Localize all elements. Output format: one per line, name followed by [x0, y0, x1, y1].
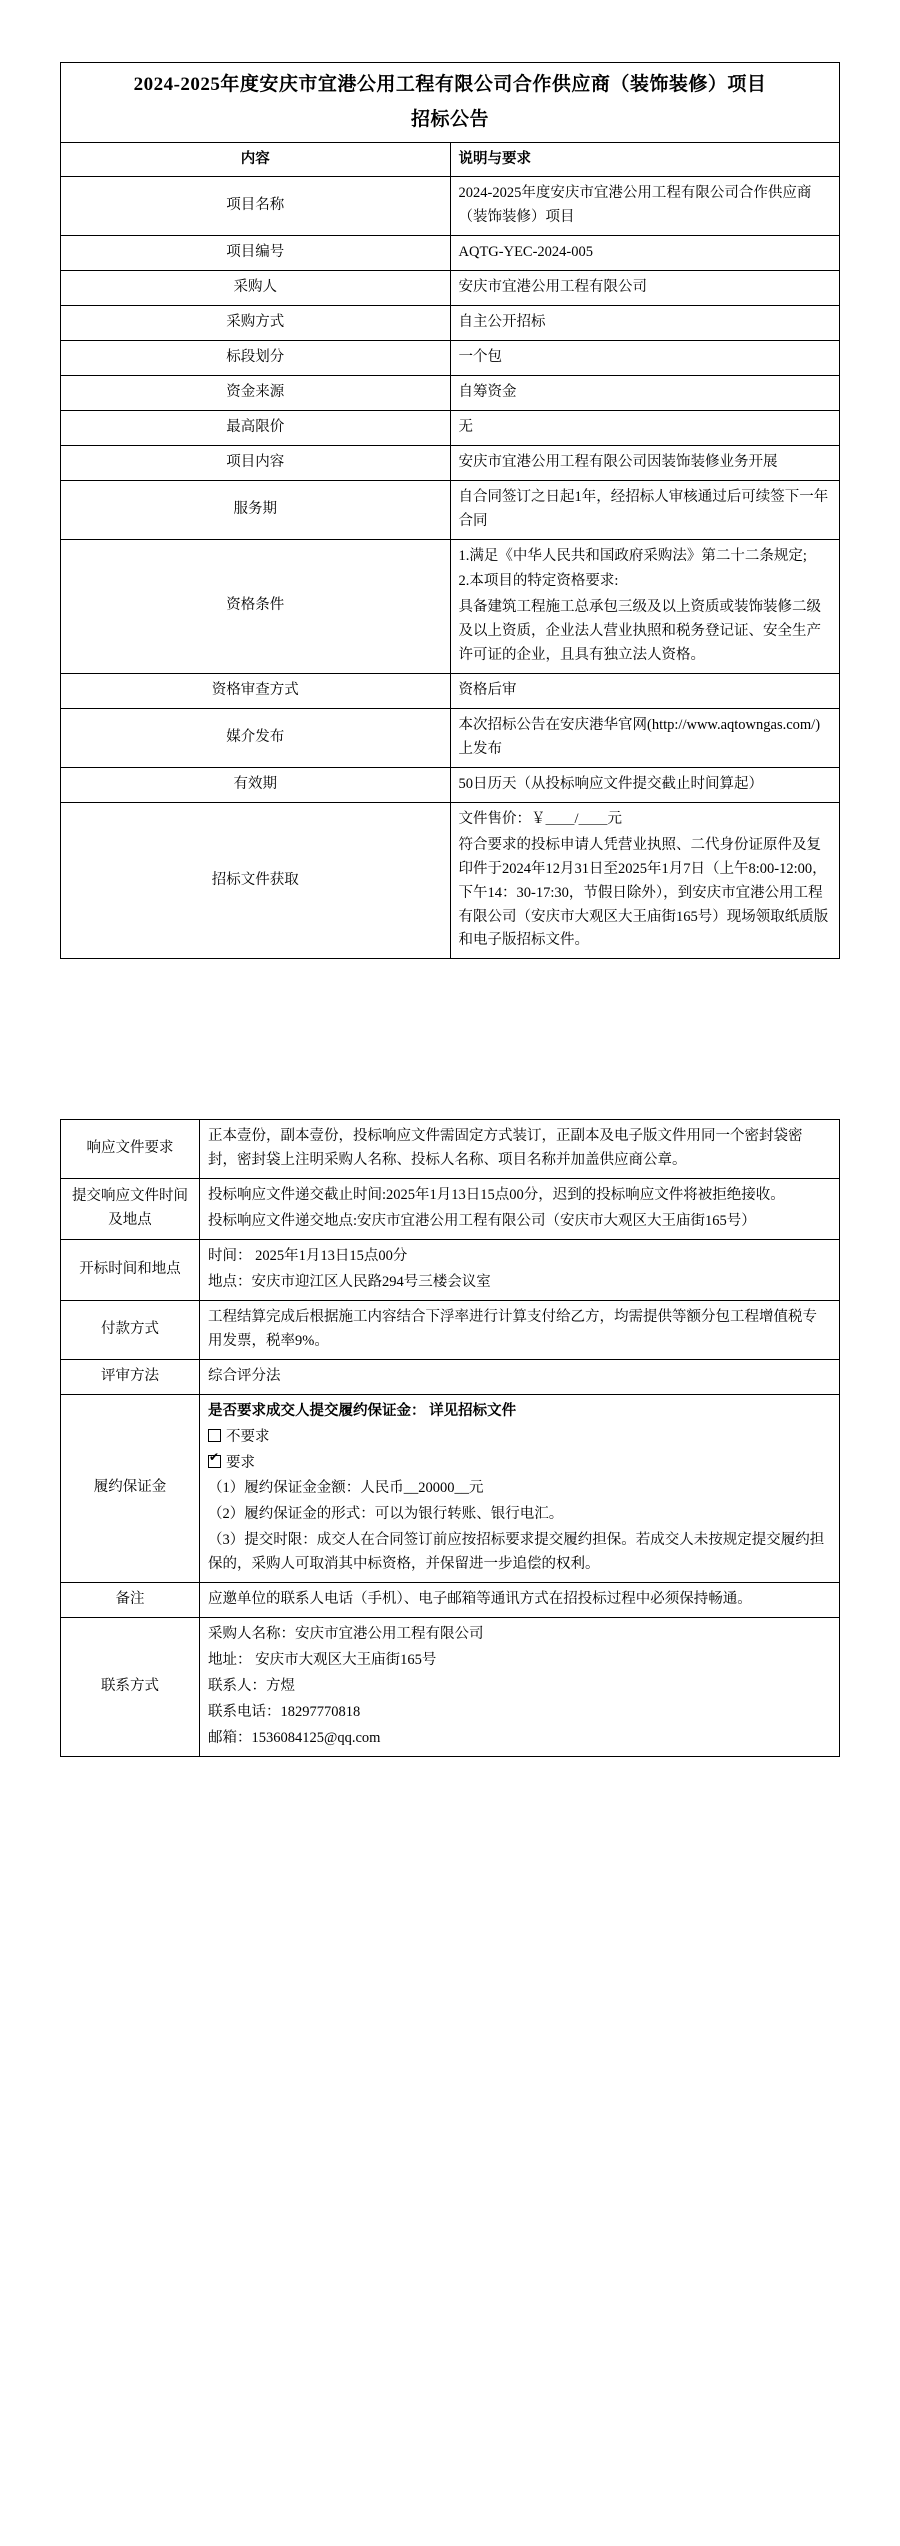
- top-spacer: [0, 0, 900, 62]
- row-value: [450, 306, 840, 341]
- contact-person: 联系人：方煜: [208, 1677, 295, 1694]
- performance-bond-answer: 详见招标文件: [429, 1402, 517, 1419]
- row-label: 有效期: [61, 767, 451, 802]
- row-value: [450, 375, 840, 410]
- table-row: [61, 539, 840, 674]
- table-row: [61, 1120, 840, 1179]
- row-text: （3）提交时限：成交人在合同签订前应按招标要求提交履约担保。若成交人未按规定提交履约担保的，采购人可取消其中标资格，并保留进一步追偿的权利。: [208, 1532, 825, 1573]
- row-label: 资金来源: [61, 375, 451, 410]
- row-text: 2024-2025年度安庆市宜港公用工程有限公司合作供应商（装饰装修）项目: [458, 185, 812, 226]
- row-text: 工程结算完成后根据施工内容结合下浮率进行计算支付给乙方，均需提供等额分包工程增值税专用发票，税率9%。: [208, 1308, 817, 1349]
- row-text: 本次招标公告在安庆港华官网(http://www.aqtowngas.com/)上发布: [458, 717, 821, 758]
- row-text-fee: 文件售价：￥＿＿/＿＿元: [458, 810, 623, 827]
- table-header-row: [61, 142, 840, 177]
- row-text: （1）履约保证金金额：人民币__20000__元: [208, 1480, 484, 1497]
- announcement-table-top: [60, 62, 840, 959]
- table-row: [61, 271, 840, 306]
- row-value: [450, 445, 840, 480]
- table-row: [61, 375, 840, 410]
- row-text: AQTG-YEC-2024-005: [458, 244, 594, 261]
- table-row: [61, 674, 840, 709]
- row-value: [450, 767, 840, 802]
- row-text: 自筹资金: [458, 383, 517, 400]
- row-value: [200, 1583, 840, 1618]
- announcement-block-top: [60, 62, 840, 959]
- document-title: [61, 63, 840, 143]
- bottom-spacer: [0, 1757, 900, 1837]
- row-label: 提交响应文件时间及地点: [61, 1179, 200, 1240]
- row-label: 资格审查方式: [61, 674, 451, 709]
- row-text: 无: [458, 418, 473, 435]
- performance-bond-option-yes[interactable]: [208, 1452, 831, 1476]
- row-label: 资格条件: [61, 539, 451, 674]
- row-value: [200, 1120, 840, 1179]
- row-value: [450, 802, 840, 959]
- table-row: [61, 306, 840, 341]
- row-label: 履约保证金: [61, 1394, 200, 1582]
- row-label: 联系方式: [61, 1618, 200, 1757]
- column-header-description: 说明与要求: [450, 142, 840, 177]
- table-row: [61, 1300, 840, 1359]
- row-label: 媒介发布: [61, 709, 451, 768]
- table-row: [61, 709, 840, 768]
- row-value: [450, 236, 840, 271]
- table-row: [61, 767, 840, 802]
- checkbox-not-required-icon[interactable]: [208, 1429, 221, 1442]
- row-text: 资格后审: [458, 682, 517, 699]
- performance-bond-question: 是否要求成交人提交履约保证金：: [208, 1402, 426, 1419]
- row-value: [450, 539, 840, 674]
- row-text: 综合评分法: [208, 1367, 281, 1384]
- row-value: [200, 1179, 840, 1240]
- table-row: [61, 1179, 840, 1240]
- table-row: [61, 1359, 840, 1394]
- row-text: 时间： 2025年1月13日15点00分: [208, 1248, 408, 1265]
- title-row: [61, 63, 840, 143]
- row-text: 安庆市宜港公用工程有限公司: [458, 279, 647, 296]
- table-row: [61, 236, 840, 271]
- row-value: [200, 1359, 840, 1394]
- column-header-content: 内容: [61, 142, 451, 177]
- row-text: 符合要求的投标申请人凭营业执照、二代身份证原件及复印件于2024年12月31日至2025年1月7日（上午8:00-12:00，下午14：30-17:30，节假日除外），到安庆市宜港公用工程有限公司（安庆市大观区大王庙街165号）现场领取纸质版和电子版招标文件。: [458, 836, 829, 949]
- performance-bond-heading: [208, 1400, 831, 1424]
- row-label: 付款方式: [61, 1300, 200, 1359]
- row-text: （2）履约保证金的形式：可以为银行转账、银行电汇。: [208, 1506, 564, 1523]
- table-row: [61, 1240, 840, 1301]
- row-label: 标段划分: [61, 341, 451, 376]
- row-label: 备注: [61, 1583, 200, 1618]
- row-value: [200, 1240, 840, 1301]
- row-label: 响应文件要求: [61, 1120, 200, 1179]
- row-text: 1.满足《中华人民共和国政府采购法》第二十二条规定;: [458, 547, 807, 564]
- row-label: 项目名称: [61, 177, 451, 236]
- row-label: 采购方式: [61, 306, 451, 341]
- row-label: 项目内容: [61, 445, 451, 480]
- row-text: 2.本项目的特定资格要求:: [458, 573, 619, 590]
- row-text: 自合同签订之日起1年，经招标人审核通过后可续签下一年合同: [458, 488, 829, 529]
- table-row: [61, 410, 840, 445]
- row-value-performance-bond: [200, 1394, 840, 1582]
- row-value: [450, 480, 840, 539]
- row-value: [450, 177, 840, 236]
- row-value: [450, 709, 840, 768]
- row-value-contact: [200, 1618, 840, 1757]
- title-line-2: 招标公告: [410, 109, 489, 131]
- table-row: [61, 341, 840, 376]
- contact-address: 地址： 安庆市大观区大王庙街165号: [208, 1651, 437, 1668]
- table-row: [61, 480, 840, 539]
- title-line-1: 2024-2025年度安庆市宜港公用工程有限公司合作供应商（装饰装修）项目: [133, 74, 767, 95]
- table-row: [61, 802, 840, 959]
- row-label: 评审方法: [61, 1359, 200, 1394]
- row-text: 投标响应文件递交截止时间:2025年1月13日15点00分，迟到的投标响应文件将被拒绝接收。: [208, 1187, 785, 1204]
- contact-email: 邮箱：1536084125@qq.com: [208, 1729, 381, 1746]
- table-row: [61, 177, 840, 236]
- row-text: 安庆市宜港公用工程有限公司因装饰装修业务开展: [458, 453, 778, 470]
- option-no-label: 不要求: [226, 1428, 270, 1445]
- row-value: [200, 1300, 840, 1359]
- row-text: 正本壹份，副本壹份，投标响应文件需固定方式装订，正副本及电子版文件用同一个密封袋密封，密封袋上注明采购人名称、投标人名称、项目名称并加盖供应商公章。: [208, 1128, 803, 1169]
- announcement-table-bottom: [60, 1119, 840, 1756]
- table-row: [61, 1583, 840, 1618]
- row-text: 地点：安庆市迎江区人民路294号三楼会议室: [208, 1274, 491, 1290]
- row-value: [450, 674, 840, 709]
- row-value: [450, 410, 840, 445]
- row-label: 服务期: [61, 480, 451, 539]
- row-text: 自主公开招标: [458, 314, 546, 331]
- contact-phone: 联系电话：18297770818: [208, 1703, 361, 1720]
- row-label: 开标时间和地点: [61, 1240, 200, 1301]
- performance-bond-option-no[interactable]: [208, 1426, 831, 1450]
- row-label: 招标文件获取: [61, 802, 451, 959]
- row-value: [450, 341, 840, 376]
- table-row: [61, 445, 840, 480]
- row-value: [450, 271, 840, 306]
- row-label: 最高限价: [61, 410, 451, 445]
- table-row: [61, 1618, 840, 1757]
- page-break-gap: [0, 959, 900, 1119]
- checkbox-required-checked-icon[interactable]: [208, 1455, 221, 1468]
- row-text: 一个包: [458, 349, 502, 366]
- row-text: 具备建筑工程施工总承包三级及以上资质或装饰装修二级及以上资质，企业法人营业执照和税务登记证、安全生产许可证的企业，且具有独立法人资格。: [458, 599, 821, 664]
- row-label: 采购人: [61, 271, 451, 306]
- row-text: 投标响应文件递交地点:安庆市宜港公用工程有限公司（安庆市大观区大王庙街165号）: [208, 1213, 756, 1230]
- table-row: [61, 1394, 840, 1582]
- option-yes-label: 要求: [226, 1454, 255, 1471]
- announcement-block-bottom: [60, 1119, 840, 1756]
- contact-purchaser-name: 采购人名称：安庆市宜港公用工程有限公司: [208, 1626, 484, 1643]
- row-label: 项目编号: [61, 236, 451, 271]
- row-text: 应邀单位的联系人电话（手机）、电子邮箱等通讯方式在招投标过程中必须保持畅通。: [208, 1591, 752, 1608]
- row-text: 50日历天（从投标响应文件提交截止时间算起）: [458, 775, 763, 792]
